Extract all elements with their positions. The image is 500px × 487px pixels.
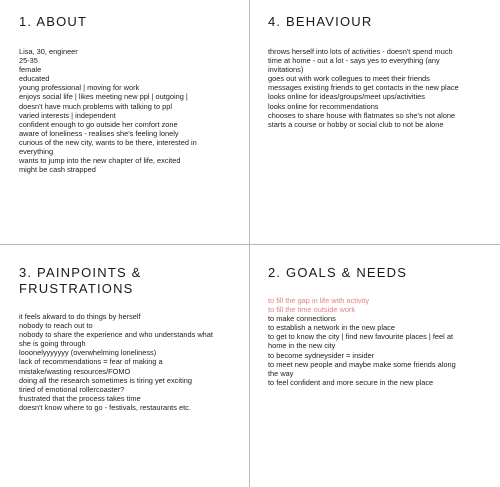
painpoints-line: frustrated that the process takes time — [19, 393, 141, 403]
behaviour-lines — [268, 47, 494, 129]
painpoints-line: nobody to share the experience and who understands what — [19, 330, 213, 340]
behaviour-line: looks online for ideas/groups/meet ups/activities — [268, 92, 425, 102]
goals-title: 2. GOALS & NEEDS — [268, 265, 408, 280]
about-line: curious of the new city, wants to be there, interested in — [19, 137, 197, 147]
painpoints-line: nobody to reach out to — [19, 321, 93, 331]
behaviour-title: 4. BEHAVIOUR — [268, 14, 373, 29]
about-line: might be cash strapped — [19, 165, 96, 175]
goals-line: the way — [268, 368, 294, 378]
painpoints-section — [0, 245, 249, 487]
behaviour-line: chooses to share house with flatmates so she's not alone — [268, 110, 456, 120]
about-line: enjoys social life | likes meeting new ppl | outgoing | — [19, 92, 188, 102]
painpoints-lines — [19, 312, 243, 412]
about-line: wants to jump into the new chapter of life, excited — [19, 156, 181, 166]
behaviour-line: invitations) — [268, 65, 304, 75]
goals-line: to get to know the city | find new favourite places | feel at — [268, 332, 454, 342]
about-line: aware of loneliness - realises she's feeling lonely — [19, 128, 179, 138]
about-line: confident enough to go outside her comfort zone — [19, 119, 178, 129]
about-title: 1. ABOUT — [19, 14, 88, 29]
painpoints-line: looonelyyyyyyy (overwhelming loneliness) — [19, 348, 157, 358]
about-line: doesn't have much problems with talking to ppl — [19, 101, 173, 111]
goals-line: to meet new people and maybe make some friends along — [268, 359, 456, 369]
about-line: female — [19, 65, 42, 75]
painpoints-line: she is going through — [19, 339, 86, 349]
behaviour-line: looks online for recommendations — [268, 101, 379, 111]
behaviour-line: goes out with work collegues to meet their friends — [268, 74, 430, 84]
goals-line: home in the new city — [268, 341, 336, 351]
about-section — [0, 0, 249, 244]
behaviour-line: messages existing friends to get contacts in the new place — [268, 83, 459, 93]
about-line: varied interests | independent — [19, 110, 116, 120]
goals-line-highlighted: to fill the gap in life with activity — [268, 296, 370, 305]
goals-line: to establish a network in the new place — [268, 323, 395, 333]
goals-line-highlighted: to fill the time outside work — [268, 305, 356, 315]
goals-line: to become sydneysider = insider — [268, 350, 375, 360]
goals-section — [250, 245, 500, 487]
painpoints-line: tiried of emotional rollercoaster? — [19, 384, 125, 394]
painpoints-line: it feels akward to do things by herself — [19, 312, 141, 321]
about-line: young professional | moving for work — [19, 83, 140, 93]
about-line: educated — [19, 74, 50, 84]
about-line: Lisa, 30, engineer — [19, 47, 78, 56]
behaviour-line: throws herself into lots of activities - doesn't spend much — [268, 47, 453, 56]
about-line: everything — [19, 147, 54, 157]
painpoints-line: mistake/wasting resources/FOMO — [19, 366, 131, 376]
behaviour-line: time at home - out a lot - says yes to everything (any — [268, 56, 440, 66]
painpoints-line: doing all the research sometimes is tiring yet exciting — [19, 375, 192, 385]
goals-lines — [268, 296, 494, 387]
about-lines — [19, 47, 243, 174]
painpoints-line: lack of recommendations = fear of making a — [19, 357, 163, 367]
painpoints-title: 3. PAINPOINTS & FRUSTRATIONS — [19, 265, 142, 296]
painpoints-line: doesn't know where to go - festivals, restaurants etc. — [19, 402, 191, 412]
goals-line: to feel confident and more secure in the new place — [268, 377, 434, 387]
behaviour-section — [250, 0, 500, 244]
about-line: 25-35 — [19, 56, 38, 66]
goals-line: to make connections — [268, 314, 336, 324]
behaviour-line: starts a course or hobby or social club to not be alone — [268, 119, 444, 129]
